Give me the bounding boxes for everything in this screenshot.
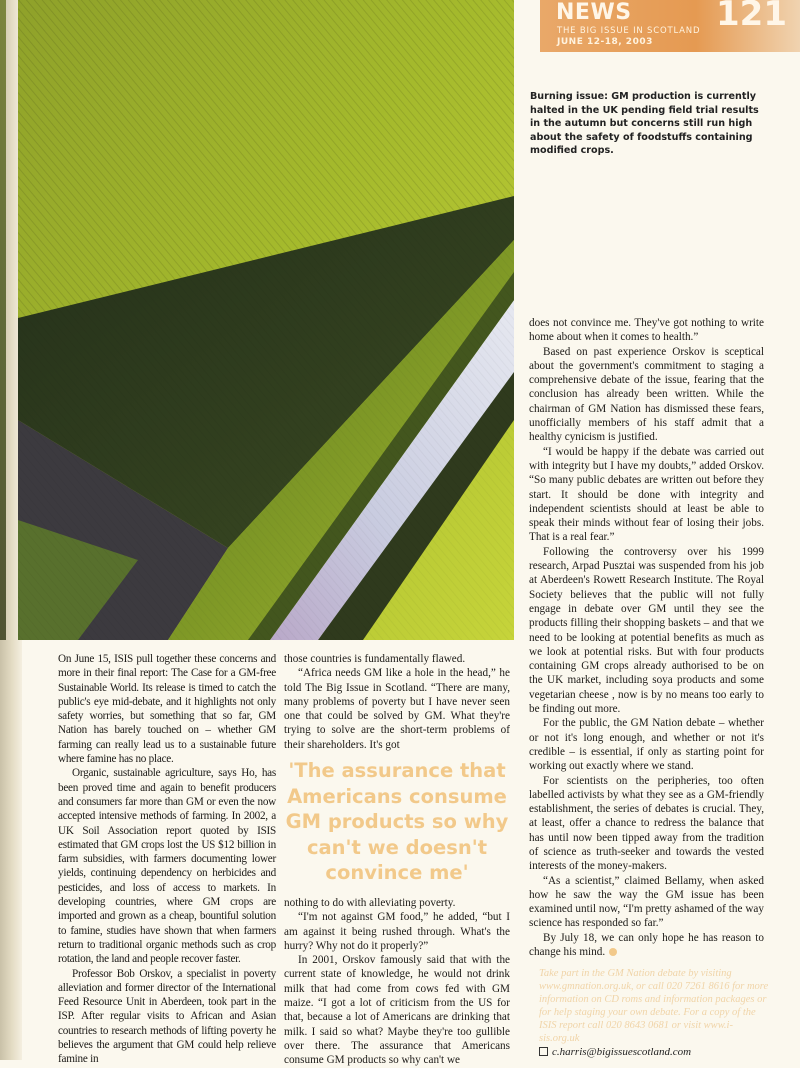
paragraph: Following the controversy over his 1999 research, Arpad Pusztai was suspended from his job at Aberdeen's Rowett Research Institute. The Royal Society believes that the public will not fully engage in debate over GM until they see the products filling their shopping baskets – and that we need to be looking at potential benefits as much as we look at potential risks. But with four products containing GM crops already authorised to be on the UK market, including soya products and some vegetarian cheese , now is by no means too early to be finding out more. — [529, 545, 764, 716]
article-column-2-top — [284, 652, 510, 752]
paragraph: For scientists on the peripheries, too often labelled activists by what they see as a GM-friendly establishment, the series of debates is crucial. They, at least, offer a chance to redress the balance that has until now been tipped away from the tradition of science as truth-seeker and towards the vested interests of the money-makers. — [529, 774, 764, 873]
article-column-2-bottom — [284, 896, 510, 1068]
paragraph: “As a scientist,” claimed Bellamy, when asked how he saw the way the GM issue has been examined until now, “I'm pretty ashamed of the way science has responded so far.” — [529, 874, 764, 930]
issue-date: JUNE 12-18, 2003 — [557, 37, 653, 47]
section-title: NEWS — [556, 0, 632, 25]
byline — [539, 1046, 691, 1058]
paragraph: does not convince me. They've got nothing to write home about when it comes to health.” — [529, 317, 764, 344]
byline-email[interactable]: c.harris@bigissuescotland.com — [552, 1046, 692, 1058]
publication-name: THE BIG ISSUE IN SCOTLAND — [557, 26, 701, 36]
paragraph: On June 15, ISIS pull together these concerns and more in their final report: The Case for a GM-free Sustainable World. Its release is timed to catch the public's eye mid-debate, and it highlights not only safety worries, but something that so far, GM Nation has barely touched on – whether GM farming can really lead us to a sustainable future where famine has no place. — [58, 653, 276, 766]
paragraph: Based on past experience Orskov is sceptical about the government's commitment to staging a comprehensive debate of the issue, fearing that the conclusion has already been written. While the chairman of GM Nation has dismissed these fears, unofficially members of his staff admit that a healthy cynicism is justified. — [529, 345, 764, 444]
end-mark-dot-icon — [609, 948, 617, 956]
paragraph-text: By July 18, we can only hope he has reason to change his mind. — [529, 931, 764, 959]
pull-quote: 'The assurance that Americans consume GM products so why can't we doesn't convince me' — [285, 759, 509, 884]
paragraph: “I would be happy if the debate was carried out with integrity but I have my doubts,” added Orskov. “So many public debates are written out before they start. It should be done with integrity and independent scientists should at least be able to speak their minds without fear of losing their jobs. That is a real fear.” — [529, 445, 764, 544]
paragraph: For the public, the GM Nation debate – whether or not it's long enough, and whether or not it's credible – is essential, if only as starting point for working out exactly where we stand. — [529, 717, 764, 773]
article-column-1 — [58, 652, 276, 1067]
article-column-3 — [529, 316, 764, 959]
paragraph: “I'm not against GM food,” he added, “but I am against it being rushed through. What's the hurry? Why not do it properly?” — [284, 911, 510, 952]
paragraph: “Africa needs GM like a hole in the head,” he told The Big Issue in Scotland. “There are many, many problems of poverty but I have never seen one that could be solved by GM. What they're trying to solve are the short-term problems of their shareholders. It's got — [284, 667, 510, 751]
paragraph: nothing to do with alleviating poverty. — [284, 897, 456, 909]
paragraph: Professor Bob Orskov, a specialist in poverty alleviation and former director of the International Feed Resource Unit in Aberdeen, took part in the ISP. After regular visits to African and Asian countries to research methods of lifting poverty he believes the argument that GM could help relieve famine in — [58, 967, 276, 1066]
paragraph: In 2001, Orskov famously said that with the current state of knowledge, he would not drink milk that had come from cows fed with GM maize. “I got a lot of criticism from the US for that, because a lot of Americans are drinking that milk. I said so what? Maybe they're too gullible over there. The assurance that Americans consume GM products so why can't we — [284, 954, 510, 1067]
info-box: Take part in the GM Nation debate by visiting www.gmnation.org.uk, or call 020 7261 8616 for more information on CD roms and information packages or for help staging your own debate. For a copy of the ISIS report call 020 8643 0681 or visit www.i-sis.org.uk — [539, 968, 769, 1044]
paragraph: Organic, sustainable agriculture, says Ho, has been proved time and again to benefit producers and consumers far more than GM or even the now accepted intensive methods of farming. In 2002, a UK Soil Association report quoted by ISIS estimated that GM crops lost the US $12 billion in farm subsidies, with farmers documenting lower yields, continuing dependency on herbicides and pesticides, and loss of access to markets. In developing countries, where GM crops are imported and grown as a cheap, bountiful solution to famine, studies have shown that when farmers return to traditional organic methods such as crop rotation, the land and people recover faster. — [58, 767, 276, 966]
paragraph-last — [529, 931, 764, 960]
page-number: 121 — [716, 0, 787, 34]
email-box-icon — [539, 1047, 548, 1056]
aerial-field-photo — [18, 0, 514, 640]
photo-caption: Burning issue: GM production is currently halted in the UK pending field trial results in the autumn but concerns still run high about the safety of foodstuffs containing modified crops. — [530, 91, 759, 157]
paragraph: those countries is fundamentally flawed. — [284, 653, 466, 665]
